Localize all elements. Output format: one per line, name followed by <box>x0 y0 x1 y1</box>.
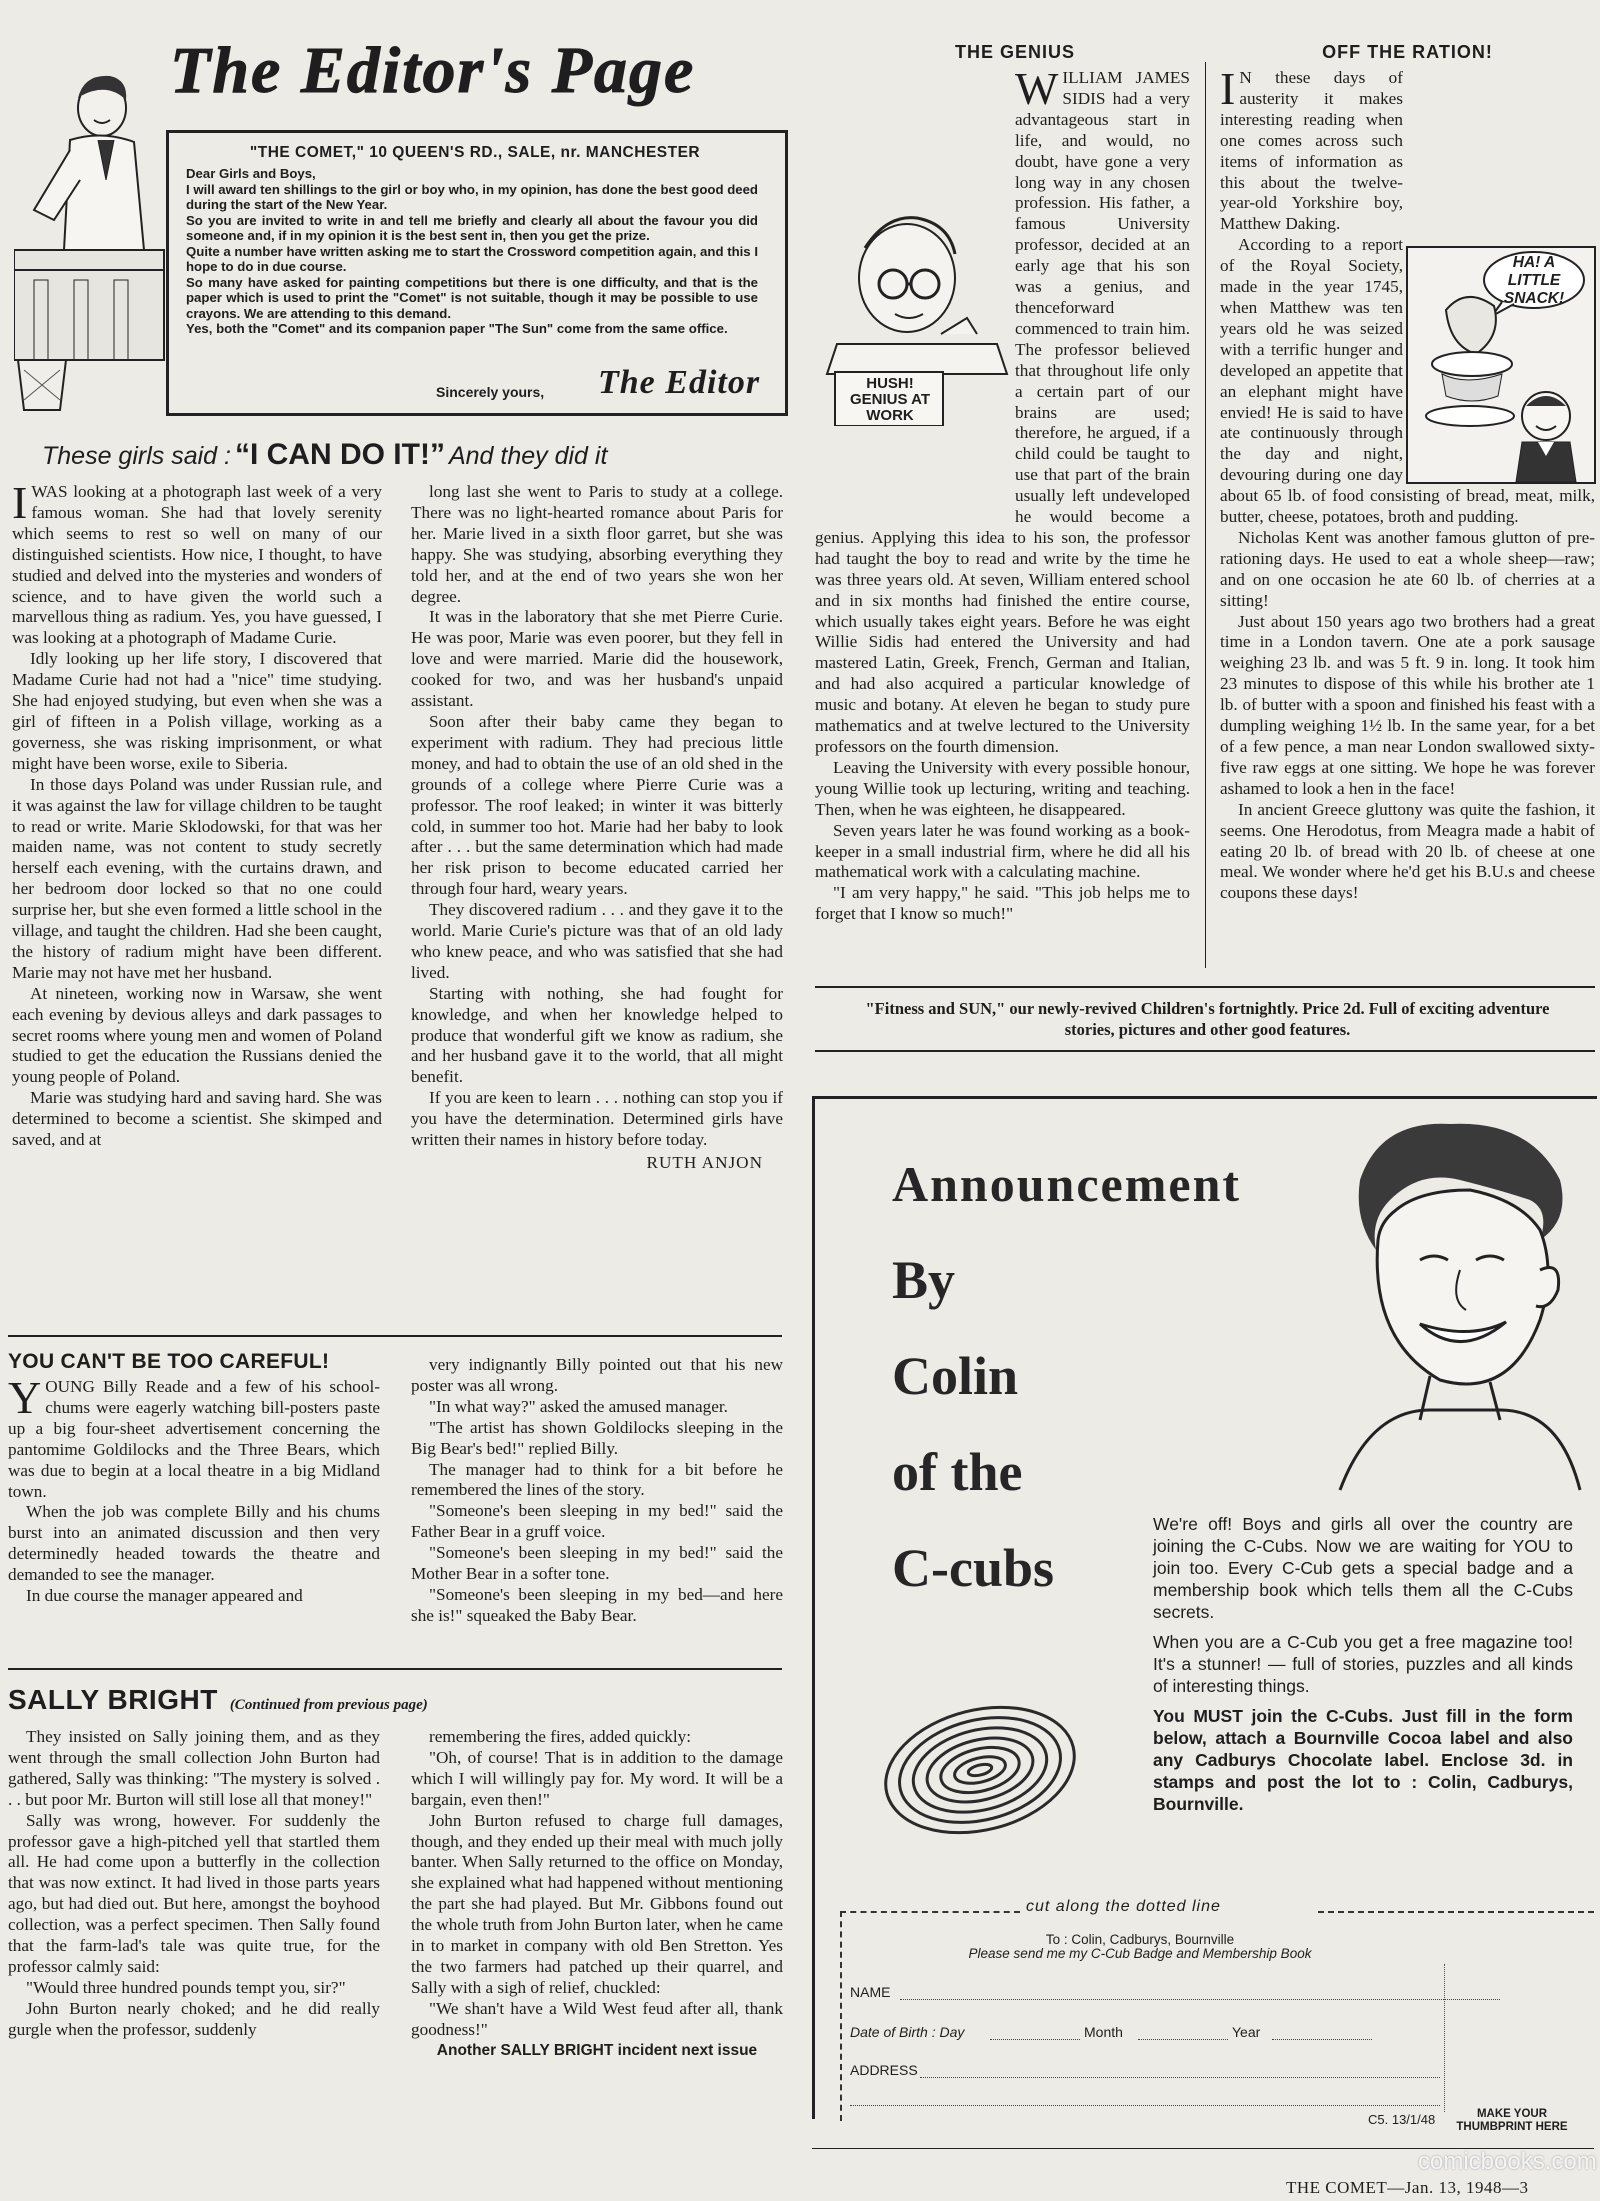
curie-text-2 <box>411 482 783 1151</box>
paragraph: "In what way?" asked the amused manager. <box>429 1396 728 1416</box>
ration-column <box>1220 63 1595 904</box>
sally-column-2 <box>411 1727 783 2061</box>
paragraph: "I am very happy," he said. "This job helps me to forget that I know so much!" <box>815 883 1190 924</box>
paragraph: YOUNG Billy Reade and a few of his school-chums were eagerly watching bill-posters paste up a big four-sheet advertisement concerning the pantomime Goldilocks and the Three Bears, which was due to begin at a local theatre in a big Midland town. <box>8 1372 380 1501</box>
curie-column-2 <box>411 482 783 1174</box>
ration-title: OFF THE RATION! <box>1322 42 1493 62</box>
address-label: ADDRESS <box>850 2062 918 2078</box>
paragraph: Seven years later he was found working as a book-keeper in a small industrial firm, where he did all his mathematical work with a calculating machine. <box>815 820 1190 882</box>
sally-text-2 <box>411 1727 783 2041</box>
curie-headline-lead: These girls said : <box>42 442 231 470</box>
dob-label: Date of Birth : Day <box>850 2024 965 2040</box>
month-label: Month <box>1084 2024 1123 2040</box>
editor-closing: Sincerely yours, <box>436 384 545 400</box>
address-field-2[interactable] <box>850 2104 1440 2106</box>
paragraph: "Someone's been sleeping in my bed!" said the Mother Bear in a softer tone. <box>411 1543 783 1584</box>
paragraph: long last she went to Paris to study at a college. There was no light-hearted romance about Paris for her. Marie lived in a sixth floor garret, but she was happy. She was studying, absorbing everything they told her, and at the end of two years she won her degree. <box>411 482 783 606</box>
divider-sally <box>8 1668 782 1670</box>
drop-cap: W <box>1015 63 1059 114</box>
ration-illustration-spacer <box>1403 240 1595 485</box>
coupon-request: Please send me my C-Cub Badge and Membership Book <box>968 1946 1312 1961</box>
careful-text-1 <box>8 1372 380 1607</box>
paragraph: "Oh, of course! That is in addition to the damage which I will willingly pay for. My word. It will be a bargain, even then!" <box>411 1747 783 1809</box>
genius-column <box>815 63 1190 925</box>
editor-address: "THE COMET," 10 QUEEN'S RD., SALE, nr. MANCHESTER <box>249 144 701 161</box>
year-label: Year <box>1232 2024 1261 2040</box>
colin-portrait <box>1300 1110 1590 1500</box>
snack-bubble-text: HA! A LITTLE SNACK! <box>1503 254 1565 307</box>
paragraph: Sally was wrong, however. For suddenly the professor gave a high-pitched yell that startled them all. He had come upon a butterfly in the collection that was now extinct. It had lived in those parts years ago, but had died out. But here, amongst the boyhood collection, was a perfect specimen. Then Sally found that the farm-lad's tale was quite true, for the professor calmly said: <box>8 1810 380 1976</box>
thumbprint-icon <box>876 1700 1084 1840</box>
paragraph: Idly looking up her life story, I discovered that Madame Curie had not had a "nice" time studying. She had enjoyed studying, but even when she was a girl of fifteen in a Polish village, working as a governess, she was risking imprisonment, or what might have been worse, exile to Siberia. <box>12 649 382 773</box>
cut-line <box>840 1911 1020 1913</box>
paragraph: Marie was studying hard and saving hard. She was determined to become a scientist. She skimped and saved, and at <box>12 1088 382 1150</box>
paragraph: Nicholas Kent was another famous glutton of pre-rationing days. He used to eat a whole sheep—raw; and on one occasion he ate 60 lb. of cherries at a sitting! <box>1220 527 1595 610</box>
paragraph: When the job was complete Billy and his chums burst into an animated discussion and then very determinedly headed towards the theatre and demanded to see the manager. <box>8 1502 380 1585</box>
name-field[interactable] <box>900 1998 1500 2000</box>
fitness-rule-bottom <box>815 1050 1595 1052</box>
careful-column-1 <box>8 1372 380 1607</box>
paragraph: Starting with nothing, she had fought for knowledge, and when her knowledge helped to produce that wonderful gift we know as radium, she and her husband gave it to the world, that all might benefit. <box>411 983 783 1087</box>
paragraph: Soon after their baby came they began to experiment with radium. They had precious little money, and had to obtain the use of an old shed in the grounds of a college where Pierre Curie was a professor. The roof leaked; in winter it was bitterly cold, in summer too hot. Marie had her baby to look after . . . but the same determination which had made her risk prison to become educated carried her through four hard, weary years. <box>411 711 783 899</box>
sally-title: SALLY BRIGHT <box>8 1684 218 1715</box>
genius-illustration-spacer <box>815 188 1015 518</box>
cut-line-right <box>1318 1911 1594 1913</box>
sally-heading <box>8 1684 428 1716</box>
curie-headline-quote: “I CAN DO IT!” <box>234 438 445 471</box>
coupon-code: C5. 13/1/48 <box>1368 2112 1436 2127</box>
drop-cap: I <box>12 477 28 528</box>
announcement-line-2: By <box>892 1250 956 1310</box>
coupon-border-left <box>840 1911 842 2121</box>
paragraph: "Would three hundred pounds tempt you, sir?" <box>26 1977 346 1997</box>
fitness-note-text: "Fitness and SUN," our newly-revived Children's fortnightly. Price 2d. Full of exciting adventure stories, pictures and other good features. <box>865 999 1550 1039</box>
paragraph: "Someone's been sleeping in my bed—and here she is!" squeaked the Baby Bear. <box>411 1584 783 1625</box>
sally-text-1 <box>8 1727 380 2041</box>
editor-letter-body: Dear Girls and Boys, I will award ten shillings to the girl or boy who, in my opinion, has done the best good deed during the start of the New Year. So you are invited to write in and tell me briefly and clearly all about the favour you did someone and, if in my opinion it is the best sent in, then you get the prize. Quite a number have written asking me to start the Crossword competition again, and this I hope to do in due course. So many have asked for painting competitions but there is one difficulty, and that is the paper which is used to print the "Comet" is not suitable, though it may be possible to use crayons. We are attending to this demand. Yes, both the "Comet" and its companion paper "The Sun" come from the same office. <box>186 166 758 336</box>
paragraph: If you are keen to learn . . . nothing can stop you if you have the determination. Determined girls have written their names in history before today. <box>411 1088 783 1150</box>
paragraph: WILLIAM JAMES SIDIS had a very advantageous start in life, and would, no doubt, have gone a very long way in any chosen profession. His father, a famous University professor, decided at an early age that his son was a genius, and thenceforward commenced to train him. The professor believed that throughout life only a certain part of our brains are used; therefore, he argued, if a child could be taught to use that part of the brain usually left undeveloped he would become a genius. Applying this idea to his son, the professor had taught the boy to read and write by the time he was three years old. At seven, William entered school and in six months had finished the entire course, which usually takes eight years. Before he was eight Willie Sidis had entered the University and had mastered Latin, Greek, French, German and Italian, and had also acquired a particular knowledge of music and botany. At eleven he began to study pure mathematics and at twelve lectured to the University professors on the fourth dimension. <box>815 63 1190 756</box>
genius-title: THE GENIUS <box>954 42 1075 62</box>
page-folio: THE COMET—Jan. 13, 1948—3 <box>1286 2178 1529 2197</box>
paragraph: I WAS looking at a photograph last week of a very famous woman. She had that lovely serenity which seems to rest so well on many of our distinguished scientists. How nice, I thought, to have studied and delved into the mysteries and wonders of science, and to have given the world such a marvellous thing as radium. Yes, you have guessed, I was looking at a photograph of Madame Curie. <box>12 477 382 648</box>
curie-column-1 <box>12 477 382 1151</box>
announcement-line-4: of the <box>892 1442 1023 1502</box>
address-field-1[interactable] <box>920 2076 1440 2078</box>
paragraph: John Burton refused to charge full damages, though, and they ended up their meal with much jolly banter. When Sally returned to the office on Monday, she explained what had happened without mentioning the part she had played. But Mr. Gibbons found out the whole truth from John Burton later, when he came in to market in company with old Ben Stretton. Yes the two farmers had patched up their quarrel, and Sally with a sigh of relief, chuckled: <box>411 1810 783 1997</box>
coupon-to: To : Colin, Cadburys, Bournville <box>1045 1932 1235 1947</box>
paragraph: It was in the laboratory that she met Pierre Curie. He was poor, Marie was even poorer, but they fell in love and were married. Marie did the housework, cooked for two, and was her husband's unpaid assistant. <box>411 607 783 711</box>
paragraph: Leaving the University with every possible honour, young Willie took up lecturing, writing and teaching. Then, when he was eighteen, he disappeared. <box>815 757 1190 819</box>
editor-signature: The Editor <box>598 364 761 401</box>
thumbprint-label: MAKE YOUR THUMBPRINT HERE <box>1456 2108 1568 2133</box>
paragraph: "Someone's been sleeping in my bed!" said the Father Bear in a gruff voice. <box>411 1501 783 1542</box>
month-field[interactable] <box>1138 2038 1228 2040</box>
name-label: NAME <box>850 1984 891 2000</box>
paragraph: "We shan't have a Wild West feud after all, thank goodness!" <box>411 1998 783 2039</box>
paragraph: In due course the manager appeared and <box>26 1586 303 1606</box>
genius-ration-divider <box>1205 62 1206 968</box>
paragraph: In those days Poland was under Russian rule, and it was against the law for village children to be taught to read or write. Marie Sklodowski, for that was her maiden name, was not content to study secretly herself each evening, with the curtains drawn, and her bedroom door locked so that no one could surprise her, but she even formed a little school in the village, and taught the children. Had she been caught, the history of radium might have been different. Marie may not have met her husband. <box>12 774 382 982</box>
paragraph: In ancient Greece gluttony was quite the fashion, it seems. One Herodotus, from Meagra made a habit of eating 20 lb. of bread with 20 lb. of cheese at one meal. We wonder where he'd get his B.U.s and cheese coupons these days! <box>1220 799 1595 903</box>
paragraph: According to a report of the Royal Society, made in the year 1745, when Matthew was ten years old he was seized with a terrific hunger and developed an appetite that an elephant might have envied! He is said to have ate continuously through the day and night, devouring during one day about 65 lb. of food consisting of bread, meat, milk, butter, cheese, potatoes, broth and pudding. <box>1220 235 1595 527</box>
ration-text <box>1220 63 1595 904</box>
sally-column-1 <box>8 1727 380 2041</box>
fitness-rule-top <box>815 986 1595 988</box>
genius-sign: HUSH! GENIUS AT WORK <box>849 375 930 424</box>
sally-subtitle: (Continued from previous page) <box>229 1697 428 1713</box>
announcement-paragraph-2: When you are a C-Cub you get a free magazine too! It's a stunner! — full of stories, puzzles and all kinds of interesting things. <box>1153 1632 1573 1696</box>
editors-page-title: The Editor's Page <box>170 34 696 107</box>
day-field[interactable] <box>990 2038 1080 2040</box>
curie-byline: RUTH ANJON <box>646 1153 763 1172</box>
curie-headline-tail: And they did it <box>448 442 608 470</box>
careful-column-2 <box>411 1355 783 1627</box>
paragraph: They insisted on Sally joining them, and as they went through the small collection John Burton had gathered, Sally was thinking: "The mystery is solved . . . but poor Mr. Burton will still lose all that money!" <box>8 1727 380 1809</box>
drop-cap: I <box>1220 63 1236 114</box>
editor-illustration <box>14 60 169 415</box>
paragraph: I N these days of austerity it makes interesting reading when one comes across such items of information as this about the twelve-year-old Yorkshire boy, Matthew Daking. <box>1220 63 1403 234</box>
announcement-paragraph-3: You MUST join the C-Cubs. Just fill in the form below, attach a Bournville Cocoa label and also any Cadburys Chocolate label. Enclose 3d. in stamps and post the lot to : Colin, Cadburys, Bournville. <box>1153 1706 1573 1814</box>
year-field[interactable] <box>1272 2038 1372 2040</box>
drop-cap: Y <box>8 1372 42 1423</box>
announcement-line-1: Announcement <box>892 1156 1242 1212</box>
genius-text <box>815 63 1190 925</box>
paragraph: very indignantly Billy pointed out that his new poster was all wrong. <box>411 1355 783 1395</box>
paragraph: remembering the fires, added quickly: <box>429 1727 692 1746</box>
announcement-line-5: C-cubs <box>892 1538 1055 1598</box>
watermark: comicbooks.com <box>1418 2148 1597 2175</box>
curie-text-1 <box>12 477 382 1151</box>
paragraph: "The artist has shown Goldilocks sleeping in the Big Bear's bed!" replied Billy. <box>411 1417 783 1458</box>
announcement-copy <box>1153 1513 1573 1815</box>
careful-text-2 <box>411 1355 783 1627</box>
cut-line-label: cut along the dotted line <box>1026 1898 1221 1915</box>
paragraph: They discovered radium . . . and they gave it to the world. Marie Curie's picture was that of an old lady who knew peace, and who was satisfied that she had lived. <box>411 900 783 982</box>
paragraph: At nineteen, working now in Warsaw, she went each evening by devious alleys and dark passages to secret rooms where young men and women of Poland studied to get the education the Russians denied the young people of Poland. <box>12 983 382 1087</box>
announcement-paragraph-1: We're off! Boys and girls all over the country are joining the C-Cubs. Now we are waiting for YOU to join too. Every C-Cub gets a special badge and a membership book which tells them all the C-Cubs secrets. <box>1153 1514 1573 1622</box>
paragraph: John Burton nearly choked; and he did really gurgle when the professor, suddenly <box>8 1998 380 2039</box>
sally-footer: Another SALLY BRIGHT incident next issue <box>436 2041 758 2059</box>
curie-headline <box>42 438 782 472</box>
announcement-line-3: Colin <box>892 1346 1019 1406</box>
paragraph: The manager had to think for a bit before he remembered the lines of the story. <box>411 1459 783 1500</box>
paragraph: Just about 150 years ago two brothers had a great time in a London tavern. One ate a pork sausage weighing 23 lb. and was 5 ft. 9 in. long. It took him 23 minutes to dispose of this while his brother ate 1 lb. of butter with a spoon and finished his feast with a dumpling weighing 1½ lb. In the same year, for a bet of a few pence, a man near London swallowed sixty-five raw eggs at one sitting. We hope he was forever ashamed to look a hen in the face! <box>1220 611 1595 798</box>
thumbprint-box[interactable] <box>1444 1964 1593 2112</box>
divider-careful <box>8 1335 782 1337</box>
careful-title: YOU CAN'T BE TOO CAREFUL! <box>8 1350 330 1373</box>
